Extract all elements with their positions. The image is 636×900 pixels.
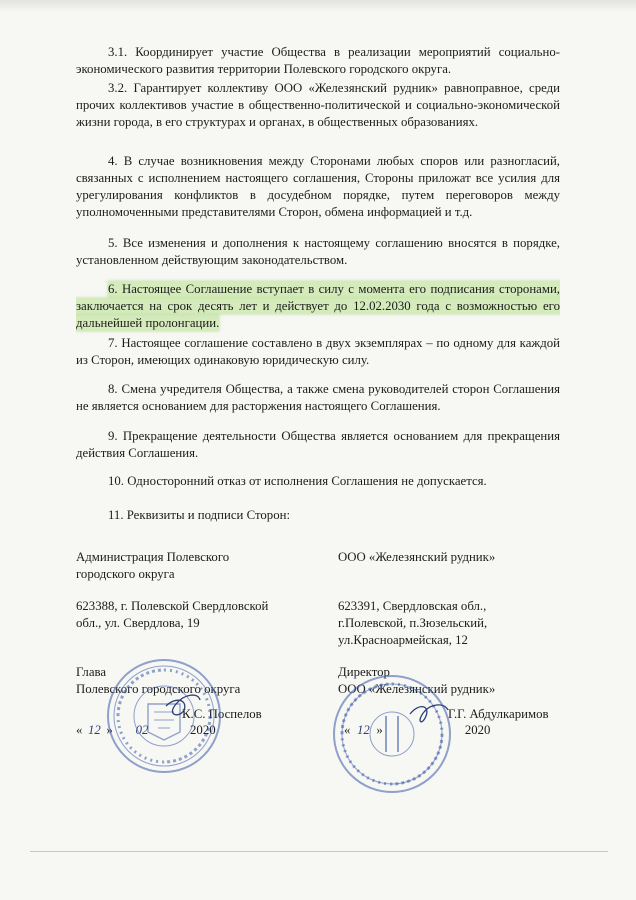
- left-party-signatory: К.С. Поспелов: [182, 707, 262, 721]
- date-year: 2020: [190, 723, 216, 737]
- clause-3-2: 3.2. Гарантирует коллективу ООО «Железянский рудник» равноправное, среди прочих коллективов участие в общественно-политической и социально-экономической жизни города, в его структурах и органах, в общественных образованиях.: [76, 81, 560, 129]
- right-party-name: ООО «Железянский рудник»: [338, 550, 496, 564]
- clause-10: 10. Односторонний отказ от исполнения Соглашения не допускается.: [108, 474, 487, 488]
- left-party-org: Полевского городского округа: [76, 682, 241, 696]
- clause-4: 4. В случае возникновения между Сторонами любых споров или разногласий, связанных с исполнением настоящего соглашения, Стороны приложат все усилия для урегулирования конфликтов в досудебном порядке, путем переговоров между уполномоченными представителями Сторон, обмена информацией и т.д.: [76, 154, 560, 219]
- right-company-stamp-icon: [330, 672, 454, 796]
- right-party-role: Директор: [338, 665, 390, 679]
- clause-11: 11. Реквизиты и подписи Сторон:: [108, 508, 290, 522]
- left-party-role: Глава: [76, 665, 107, 679]
- clause-6: [76, 281, 560, 332]
- highlighted-text: 6. Настоящее Соглашение вступает в силу с момента его подписания сторонами, заключается на срок десять лет и действует до 12.02.2030 года с возможностью его дальнейшей пролонгации.: [76, 282, 560, 330]
- left-official-stamp-icon: [104, 656, 224, 776]
- date-quote-close: »: [376, 723, 383, 737]
- clause-5: 5. Все изменения и дополнения к настоящему соглашению вносятся в порядке, установленном действующим законодательством.: [76, 236, 560, 267]
- scan-bottom-line: [30, 851, 608, 852]
- left-party-address-1: 623388, г. Полевской Свердловской: [76, 599, 269, 613]
- date-quote-close: »: [106, 723, 117, 737]
- right-party-signatory: Г.Г. Абдулкаримов: [448, 707, 549, 721]
- right-party-address-1: 623391, Свердловская обл.,: [338, 599, 487, 613]
- date-day: 12: [357, 723, 370, 737]
- left-party-name-1: Администрация Полевского: [76, 550, 230, 564]
- date-month: 02: [135, 723, 149, 737]
- clause-8: 8. Смена учредителя Общества, а также смена руководителей сторон Соглашения не является основанием для расторжения настоящего Соглашения.: [76, 382, 560, 413]
- clause-7: 7. Настоящее соглашение составлено в двух экземплярах – по одному для каждой из Сторон, имеющих одинаковую юридическую силу.: [76, 336, 560, 367]
- right-party-address-3: ул.Красноармейская, 12: [338, 633, 468, 647]
- scan-edge: [0, 0, 636, 12]
- date-year: 2020: [464, 723, 491, 737]
- date-quote-open: «: [344, 723, 351, 737]
- left-party-name-2: городского округа: [76, 567, 175, 581]
- clause-9: 9. Прекращение деятельности Общества является основанием для прекращения действия Соглашения.: [76, 429, 560, 460]
- right-party-address-2: г.Полевской, п.Зюзельский,: [338, 616, 488, 630]
- date-quote-open: «: [76, 723, 83, 737]
- right-party-org: ООО «Железянский рудник»: [338, 682, 496, 696]
- clause-3-1: 3.1. Координирует участие Общества в реализации мероприятий социально-экономического развития территории Полевского городского округа.: [76, 45, 560, 76]
- date-day: 12: [88, 723, 101, 737]
- left-party-address-2: обл., ул. Свердлова, 19: [76, 616, 200, 630]
